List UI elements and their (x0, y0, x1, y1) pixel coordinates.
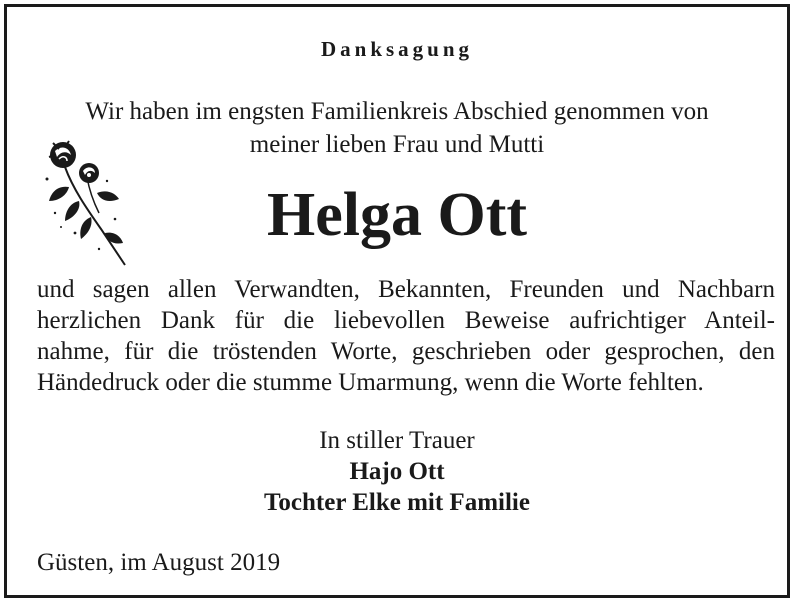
signoff-line: In stiller Trauer (319, 427, 475, 454)
intro-line: meiner lieben Frau und Mutti (249, 131, 545, 158)
thanks-line: und sagen allen Verwandten, Bekannten, Freunden und Nachbarn (37, 276, 775, 303)
notice-frame (4, 4, 790, 598)
mourner-name: Tochter Elke mit Familie (264, 489, 530, 516)
signoff-block (7, 425, 787, 518)
intro-line: Wir haben im engsten Familienkreis Abschied genommen von (85, 98, 709, 125)
thanks-line: herzlichen Dank für die liebevollen Beweise aufrichtiger Anteil- (37, 307, 775, 334)
notice-heading: Danksagung (320, 37, 474, 61)
deceased-name: Helga Ott (267, 181, 527, 249)
place-date: Güsten, im August 2019 (37, 549, 281, 576)
thanks-line: nahme, für die tröstenden Worte, geschrieben oder gesprochen, den (37, 338, 775, 365)
mourner-name: Hajo Ott (349, 458, 445, 485)
thanks-line: Händedruck oder die stumme Umarmung, wenn die Worte fehlten. (37, 369, 704, 396)
thanks-paragraph (37, 274, 775, 398)
